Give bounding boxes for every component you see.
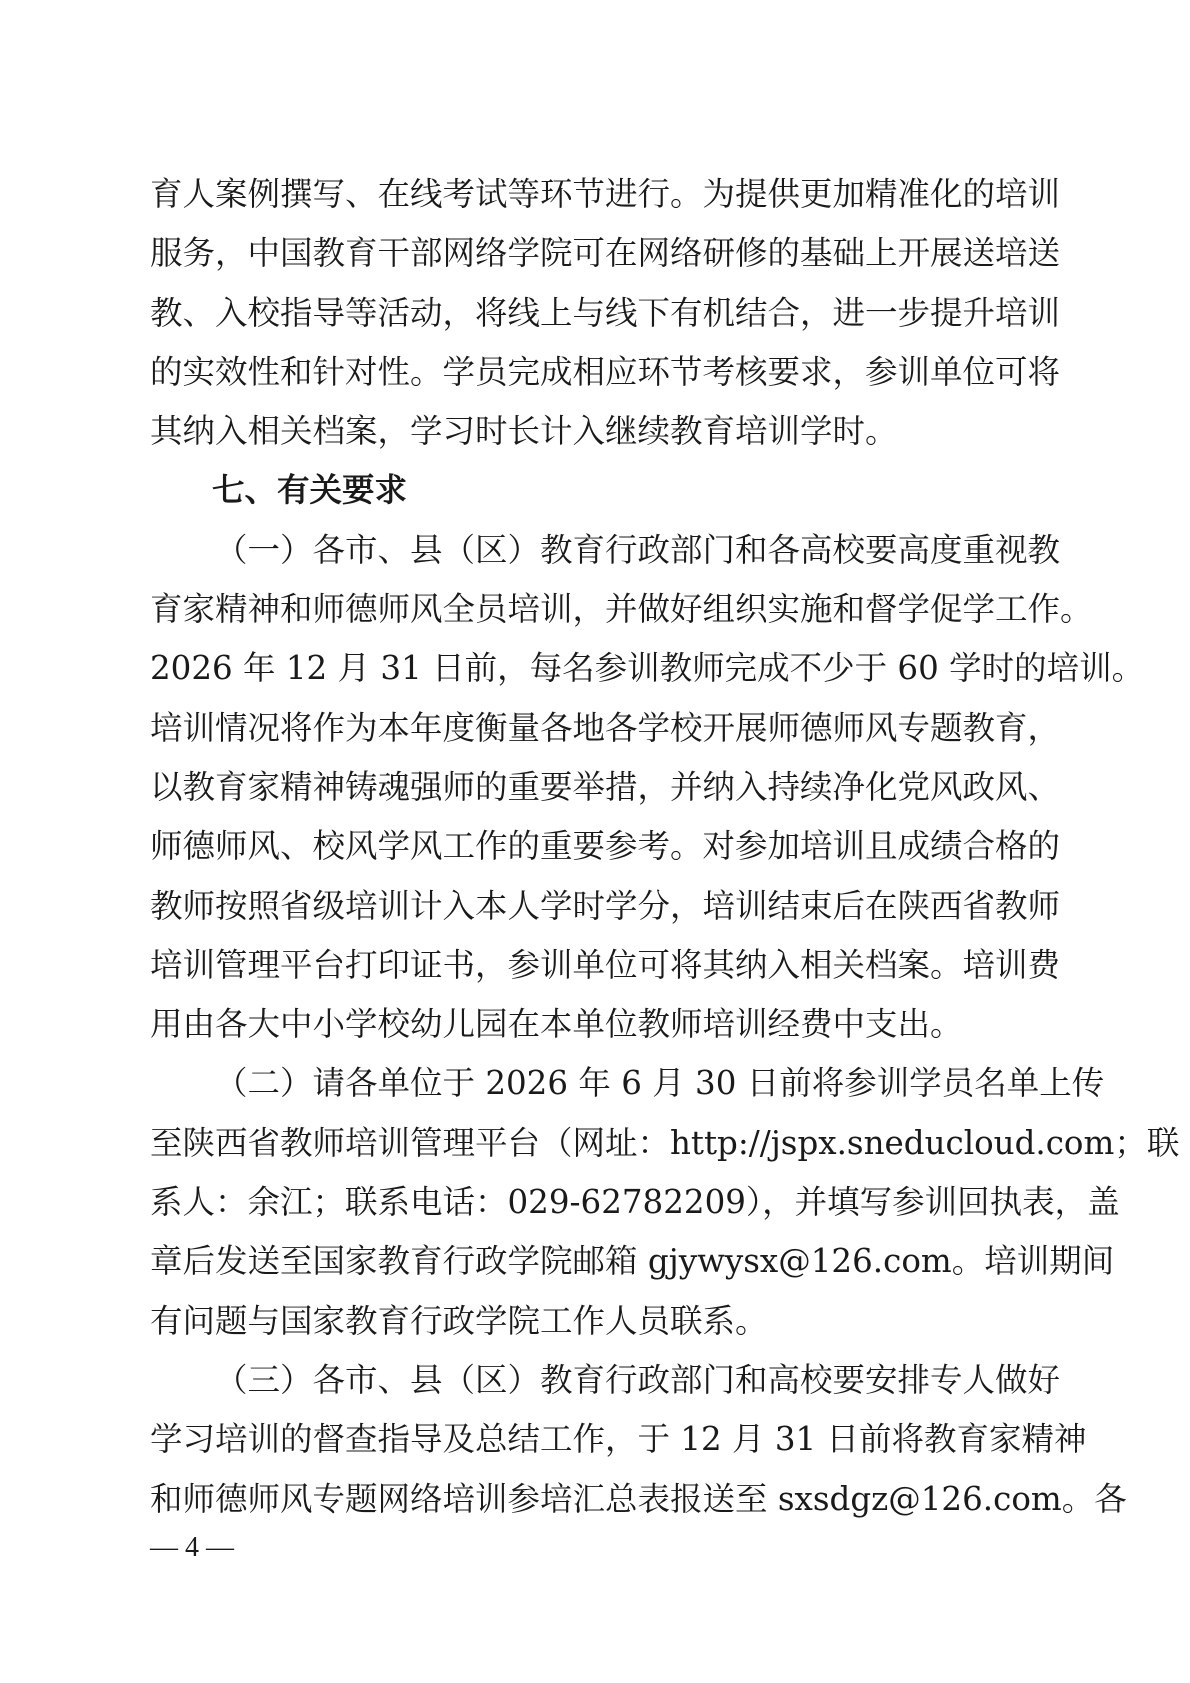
text-line: 师德师风、校风学风工作的重要参考。对参加培训且成绩合格的 <box>150 827 1061 866</box>
text-line: 至陕西省教师培训管理平台（网址：http://jspx.sneducloud.com；联 <box>150 1123 1180 1162</box>
text-line: 培训情况将作为本年度衡量各地各学校开展师德师风专题教育， <box>150 708 1061 747</box>
text-line: 和师德师风专题网络培训参培汇总表报送至 sxsdgz@126.com。各 <box>150 1479 1127 1518</box>
text-line: 用由各大中小学校幼儿园在本单位教师培训经费中支出。 <box>150 1005 963 1044</box>
text-line: 有问题与国家教育行政学院工作人员联系。 <box>150 1301 768 1340</box>
text-line: （一）各市、县（区）教育行政部门和各高校要高度重视教 <box>215 530 1061 569</box>
text-line: （二）请各单位于 2026 年 6 月 30 日前将参训学员名单上传 <box>215 1064 1105 1103</box>
section-heading: 七、有关要求 <box>212 471 408 510</box>
text-line: 教师按照省级培训计入本人学时学分，培训结束后在陕西省教师 <box>150 886 1061 925</box>
paragraph-requirement-3 <box>150 1351 1127 1529</box>
text-line: 育人案例撰写、在线考试等环节进行。为提供更加精准化的培训 <box>150 175 1061 213</box>
document-body <box>150 165 1180 1529</box>
text-line: 系人：余江；联系电话：029-62782209），并填写参训回执表，盖 <box>150 1183 1120 1222</box>
text-line: 培训管理平台打印证书，参训单位可将其纳入相关档案。培训费 <box>150 945 1061 984</box>
text-line: 以教育家精神铸魂强师的重要举措，并纳入持续净化党风政风、 <box>150 767 1061 806</box>
text-line: 2026 年 12 月 31 日前，每名参训教师完成不少于 60 学时的培训。 <box>150 649 1145 688</box>
text-line: 教、入校指导等活动，将线上与线下有机结合，进一步提升培训 <box>150 293 1061 332</box>
text-line: 服务，中国教育干部网络学院可在网络研修的基础上开展送培送 <box>150 234 1061 273</box>
text-line: 章后发送至国家教育行政学院邮箱 gjywysx@126.com。培训期间 <box>150 1242 1115 1281</box>
page-number: — 4 — <box>150 1532 234 1563</box>
paragraph-requirement-2 <box>150 1054 1180 1350</box>
text-line: 其纳入相关档案，学习时长计入继续教育培训学时。 <box>150 412 898 451</box>
text-line: 学习培训的督查指导及总结工作，于 12 月 31 日前将教育家精神 <box>150 1420 1087 1459</box>
text-line: （三）各市、县（区）教育行政部门和高校要安排专人做好 <box>215 1360 1061 1399</box>
text-line: 育家精神和师德师风全员培训，并做好组织实施和督学促学工作。 <box>150 590 1093 629</box>
paragraph-requirement-1 <box>150 521 1145 1055</box>
continuation-paragraph <box>150 165 1061 461</box>
text-line: 的实效性和针对性。学员完成相应环节考核要求，参训单位可将 <box>150 352 1061 391</box>
